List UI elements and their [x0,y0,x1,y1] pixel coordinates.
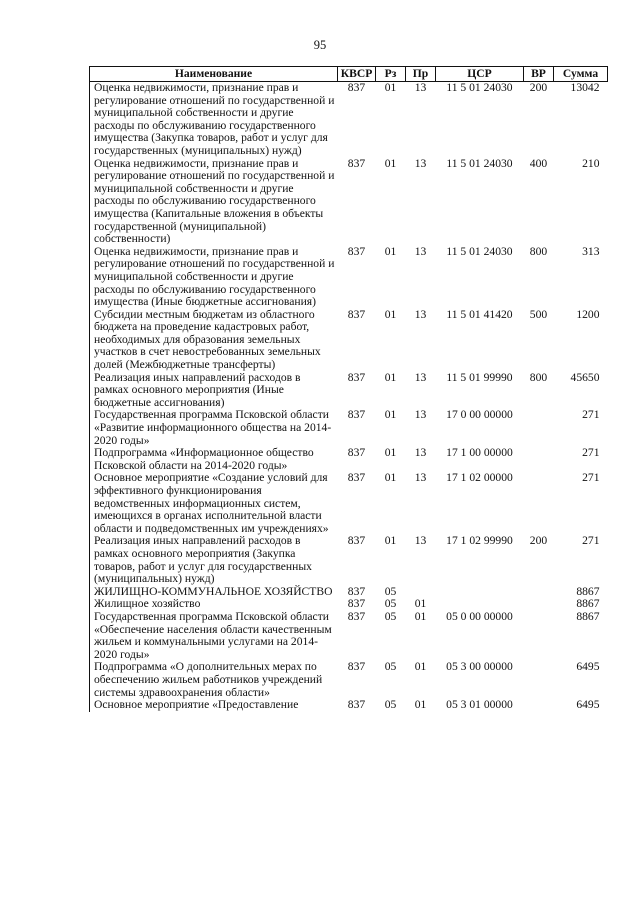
cell-rz: 01 [384,244,397,258]
cell-vr [524,661,554,699]
header-vr: ВР [524,67,554,82]
cell-name: Жилищное хозяйство [94,597,201,611]
cell-kvsr: 837 [347,446,366,460]
page-number: 95 [313,38,327,52]
cell-sum: 13042 [570,81,600,94]
cell-rz: 01 [384,156,397,170]
cell-rz: 05 [384,609,397,623]
cell-rz: 05 [384,584,397,598]
table-row [90,535,608,585]
cell-kvsr: 837 [347,584,366,598]
cell-name: Оценка недвижимости, признание прав и регулирование отношений по государственной и муниципальной собственности и другие расходы по обслуживанию государственного имущества (Капитальные вложения в объекты государственной (муниципальной) собственности) [94,156,335,246]
table-row [90,611,608,661]
header-pr: Пр [406,67,436,82]
cell-csr: 11 5 01 99990 [446,370,513,384]
cell-name: Государственная программа Псковской области «Развитие информационного общества на 2014-2020 годы» [94,408,332,447]
cell-sum: 271 [582,534,600,548]
cell-name: Субсидии местным бюджетам из областного бюджета на проведение кадастровых работ, необходимых для образования земельных участков в счет невостребованных земельных долей (Межбюджетные трансферты) [94,307,321,372]
cell-sum: 271 [582,408,600,422]
cell-name: Государственная программа Псковской области «Обеспечение населения области качественным жильем и коммунальными услугами на 2014-2020 годы» [94,609,332,661]
cell-vr: 400 [529,156,548,170]
cell-kvsr: 837 [347,597,366,611]
table-row [90,447,608,472]
table-row [90,699,608,712]
table-row [90,661,608,699]
cell-csr: 11 5 01 24030 [446,156,513,170]
cell-name: Реализация иных направлений расходов в рамках основного мероприятия (Закупка товаров, работ и услуг для государственных (муниципальных) нужд) [94,534,312,586]
cell-kvsr: 837 [347,156,366,170]
cell-kvsr: 837 [347,370,366,384]
cell-pr: 13 [414,156,427,170]
cell-rz: 05 [384,698,397,712]
cell-vr: 800 [529,244,548,258]
cell-sum: 8867 [576,597,600,611]
cell-rz: 01 [384,408,397,422]
cell-kvsr: 837 [347,408,366,422]
cell-name: Подпрограмма «Информационное общество Псковской области на 2014-2020 годы» [94,446,314,472]
cell-pr: 13 [414,446,427,460]
cell-csr: 17 0 00 00000 [446,408,513,422]
cell-kvsr: 837 [347,609,366,623]
header-name: Наименование [90,67,338,82]
cell-rz: 01 [384,446,397,460]
cell-csr: 05 0 00 00000 [446,609,513,623]
cell-pr: 13 [414,471,427,485]
header-rz: Рз [376,67,406,82]
cell-pr: 01 [414,597,427,611]
cell-rz: 01 [384,307,397,321]
header-kvsr: КВСР [338,67,376,82]
cell-sum: 271 [582,446,600,460]
cell-name: Основное мероприятие «Создание условий для эффективного функционирования ведомственных информационных систем, имеющихся в органах исполнительной власти области и подведомственных им учреждениях» [94,471,329,535]
cell-sum: 6495 [576,698,600,712]
table-row [90,246,608,309]
cell-rz: 01 [384,81,397,94]
cell-name: ЖИЛИЩНО-КОММУНАЛЬНОЕ ХОЗЯЙСТВО [94,584,333,598]
cell-kvsr: 837 [347,81,366,94]
cell-csr: 11 5 01 24030 [446,244,513,258]
cell-vr [524,409,554,447]
cell-name: Подпрограмма «О дополнительных мерах по обеспечению жильем работников учреждений системы здравоохранения области» [94,660,323,699]
cell-pr: 13 [414,408,427,422]
cell-kvsr: 837 [347,698,366,712]
cell-vr [524,472,554,535]
cell-csr: 05 3 01 00000 [446,698,513,712]
cell-pr: 13 [414,370,427,384]
cell-pr: 13 [414,244,427,258]
cell-vr: 200 [529,81,548,94]
cell-sum: 313 [582,244,600,258]
cell-sum: 210 [582,156,600,170]
table-row [90,158,608,246]
table-row [90,82,608,158]
header-csr: ЦСР [436,67,524,82]
cell-pr: 13 [414,307,427,321]
cell-pr: 13 [414,81,427,94]
cell-vr: 200 [529,534,548,548]
cell-csr: 17 1 00 00000 [446,446,513,460]
cell-csr: 11 5 01 24030 [446,81,513,94]
cell-csr: 17 1 02 99990 [446,534,513,548]
cell-rz: 05 [384,660,397,674]
cell-vr [524,447,554,472]
cell-sum: 45650 [570,370,600,384]
cell-rz: 01 [384,370,397,384]
cell-rz: 05 [384,597,397,611]
cell-rz: 01 [384,471,397,485]
cell-pr: 01 [414,660,427,674]
budget-table [89,66,608,712]
cell-pr: 01 [414,698,427,712]
table-row [90,472,608,535]
cell-csr: 05 3 00 00000 [446,660,513,674]
cell-csr: 11 5 01 41420 [446,307,513,321]
cell-sum: 8867 [576,584,600,598]
cell-csr [436,586,524,599]
cell-name: Реализация иных направлений расходов в рамках основного мероприятия (Иные бюджетные ассигнования) [94,370,301,409]
cell-rz: 01 [384,534,397,548]
table-row [90,372,608,410]
cell-name: Оценка недвижимости, признание прав и регулирование отношений по государственной и муниципальной собственности и другие расходы по обслуживанию государственного имущества (Иные бюджетные ассигнования) [94,244,335,309]
cell-kvsr: 837 [347,471,366,485]
cell-pr: 01 [414,609,427,623]
table-row [90,409,608,447]
cell-name: Основное мероприятие «Предоставление [94,698,299,712]
cell-sum: 271 [582,471,600,485]
cell-kvsr: 837 [347,307,366,321]
table-row [90,309,608,372]
cell-vr [524,586,554,599]
cell-vr [524,699,554,712]
cell-pr: 13 [414,534,427,548]
table-header-row [90,67,608,82]
cell-vr: 800 [529,370,548,384]
cell-csr: 17 1 02 00000 [446,471,513,485]
cell-vr [524,598,554,611]
cell-kvsr: 837 [347,660,366,674]
header-sum: Сумма [554,67,608,82]
cell-kvsr: 837 [347,244,366,258]
cell-vr: 500 [529,307,548,321]
cell-sum: 6495 [576,660,600,674]
cell-kvsr: 837 [347,534,366,548]
cell-sum: 1200 [576,307,600,321]
cell-vr [524,611,554,661]
cell-sum: 8867 [576,609,600,623]
cell-name: Оценка недвижимости, признание прав и регулирование отношений по государственной и муниципальной собственности и другие расходы по обслуживанию государственного имущества (Закупка товаров, работ и услуг для государственных (муниципальных) нужд) [94,81,335,157]
table-body [90,82,608,712]
